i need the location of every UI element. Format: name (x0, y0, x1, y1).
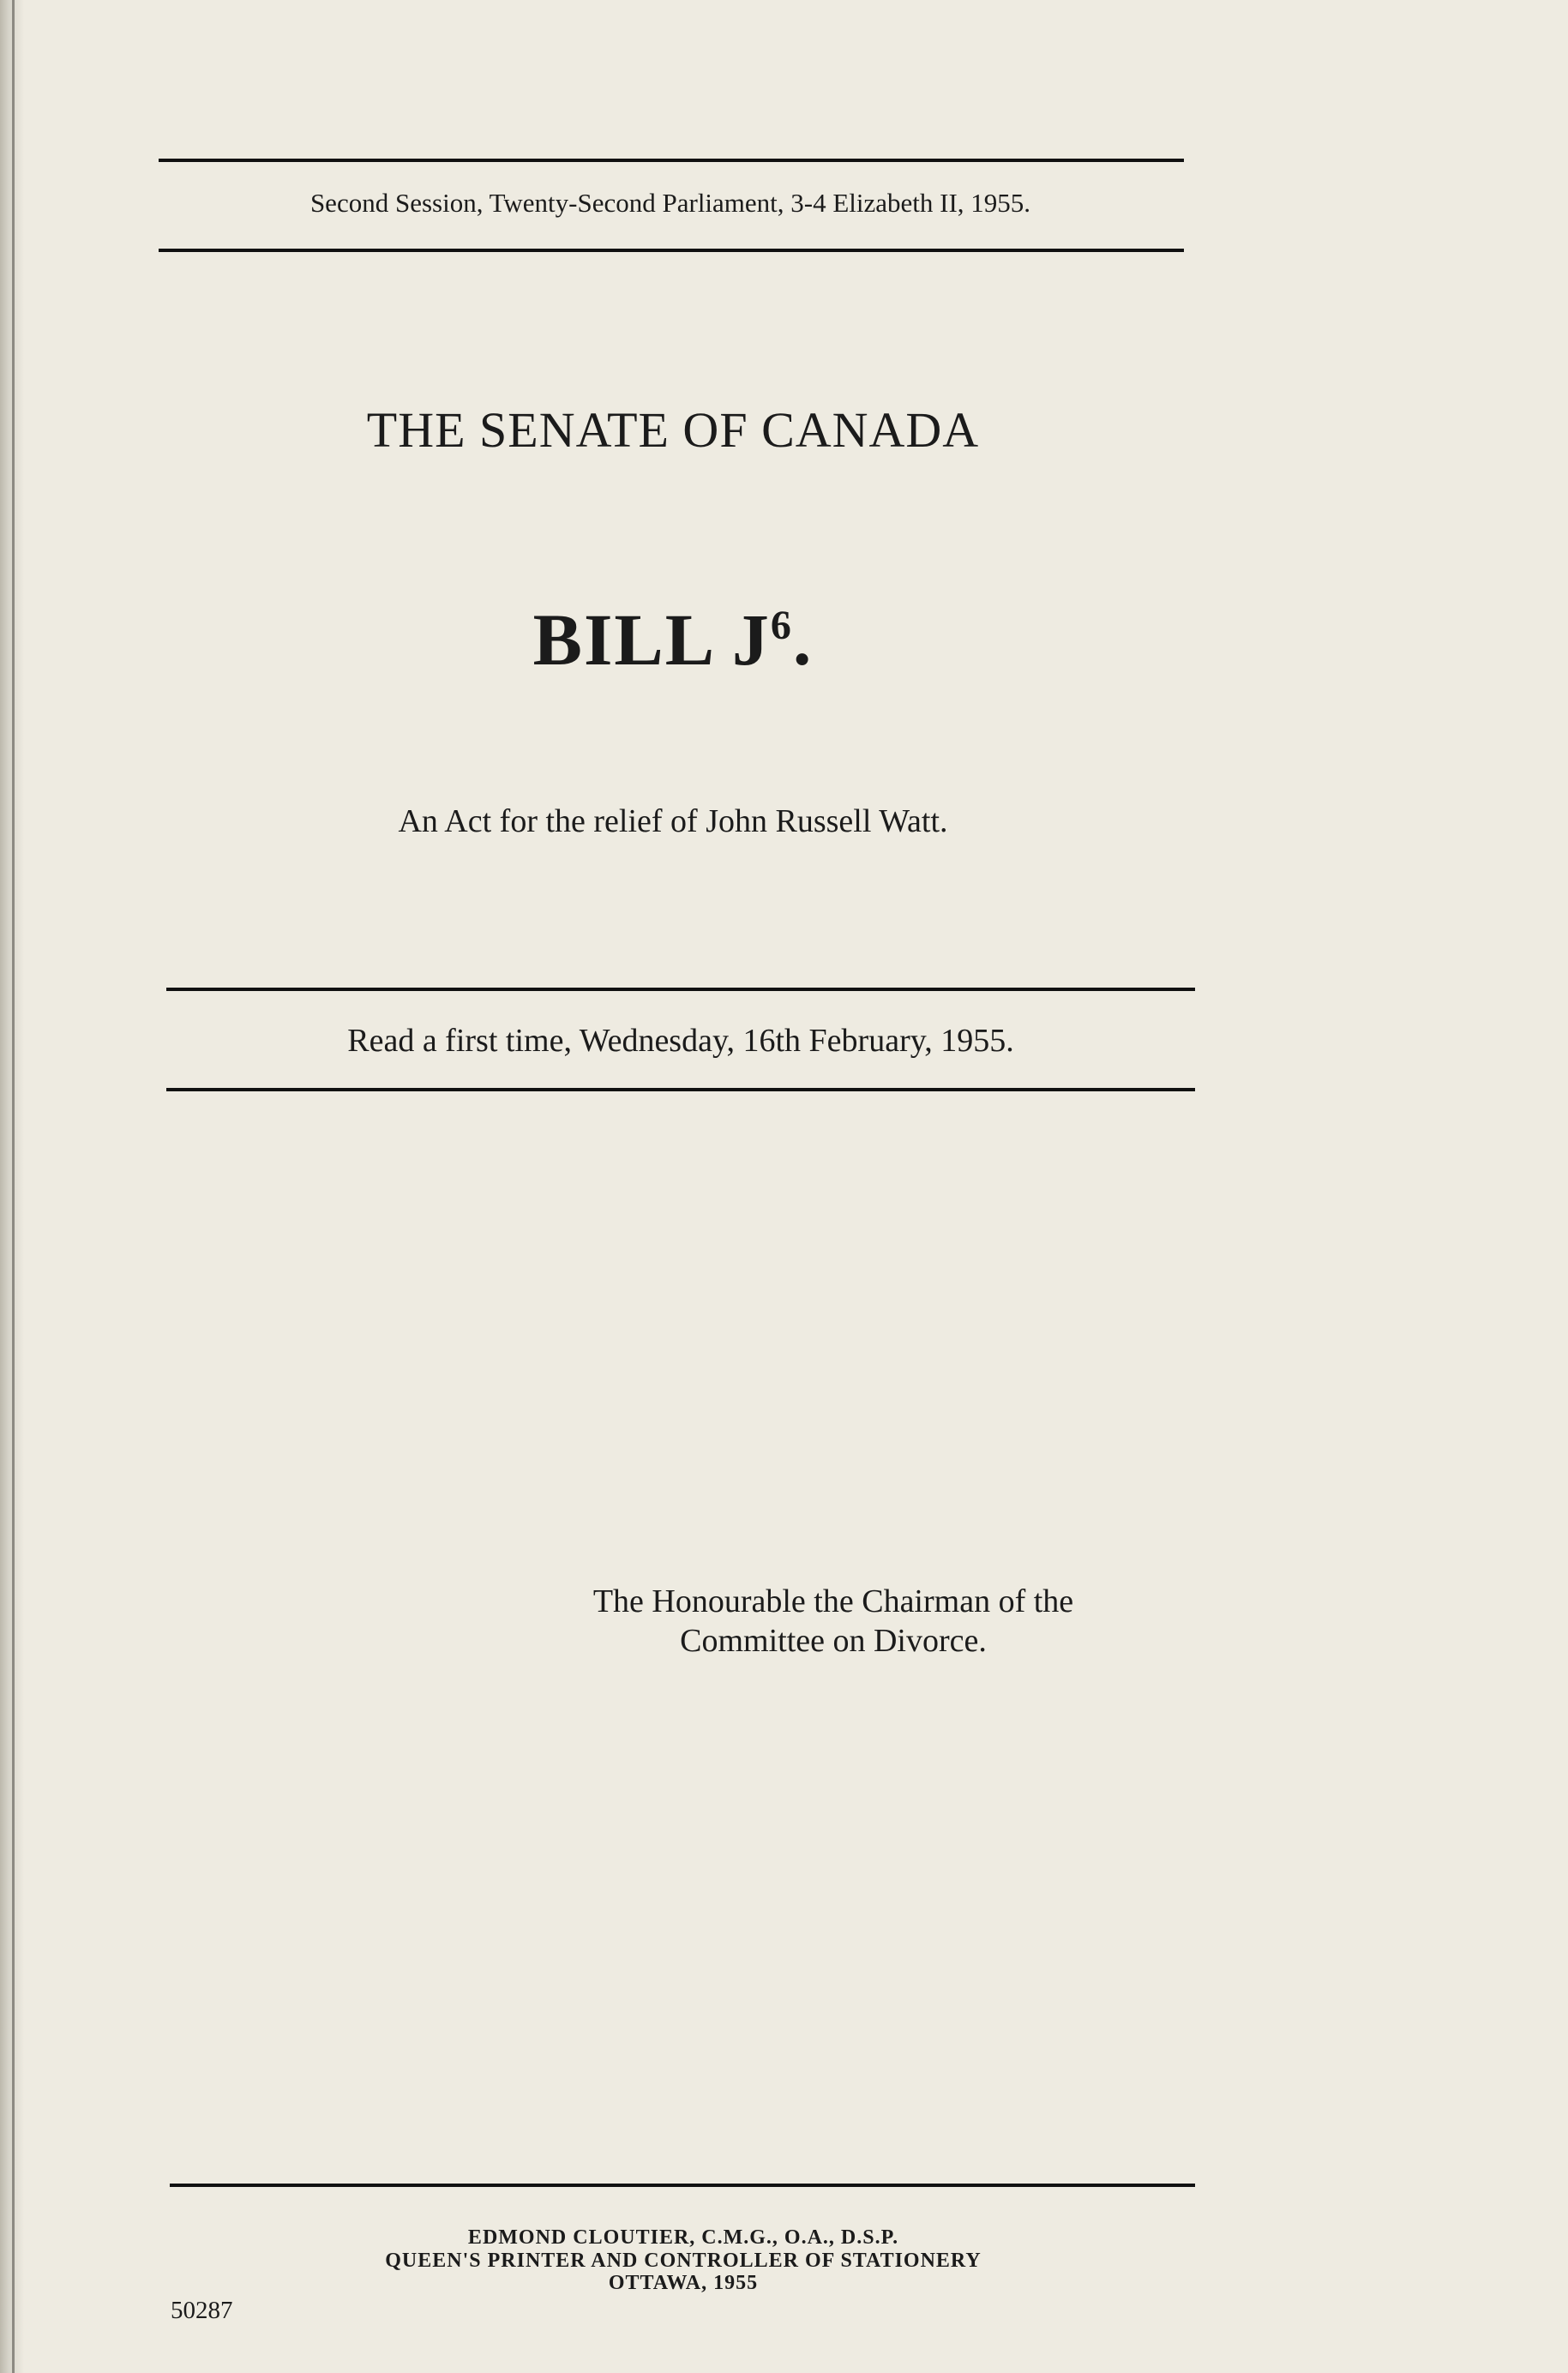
session-line: Second Session, Twenty-Second Parliament, 3-4 Elizabeth II, 1955. (309, 187, 1031, 218)
top-rule-upper (159, 159, 1184, 162)
bill-label: BILL J (532, 598, 771, 682)
sponsor-line-1: The Honourable the Chairman of the (592, 1583, 1074, 1620)
binding-edge (12, 0, 15, 2373)
reading-rule-upper (166, 988, 1195, 991)
bill-superscript: 6 (770, 603, 793, 649)
printer-title: QUEEN'S PRINTER AND CONTROLLER OF STATIONERY (385, 2249, 982, 2272)
reading-rule-lower (166, 1088, 1195, 1091)
bill-title (533, 597, 814, 682)
printer-name: EDMOND CLOUTIER, C.M.G., O.A., D.S.P. (467, 2226, 899, 2250)
chamber-title: THE SENATE OF CANADA (366, 402, 980, 459)
top-rule-lower (159, 249, 1184, 252)
sponsor-block (593, 1582, 1073, 1661)
first-reading-line: Read a first time, Wednesday, 16th February, 1955. (347, 1022, 1014, 1059)
bill-suffix: . (792, 598, 814, 682)
sponsor-line-2: Committee on Divorce. (680, 1623, 987, 1660)
printer-place-year: OTTAWA, 1955 (608, 2272, 759, 2295)
bottom-rule (170, 2184, 1195, 2187)
act-title: An Act for the relief of John Russell Watt. (398, 803, 948, 840)
print-code: 50287 (171, 2297, 233, 2325)
